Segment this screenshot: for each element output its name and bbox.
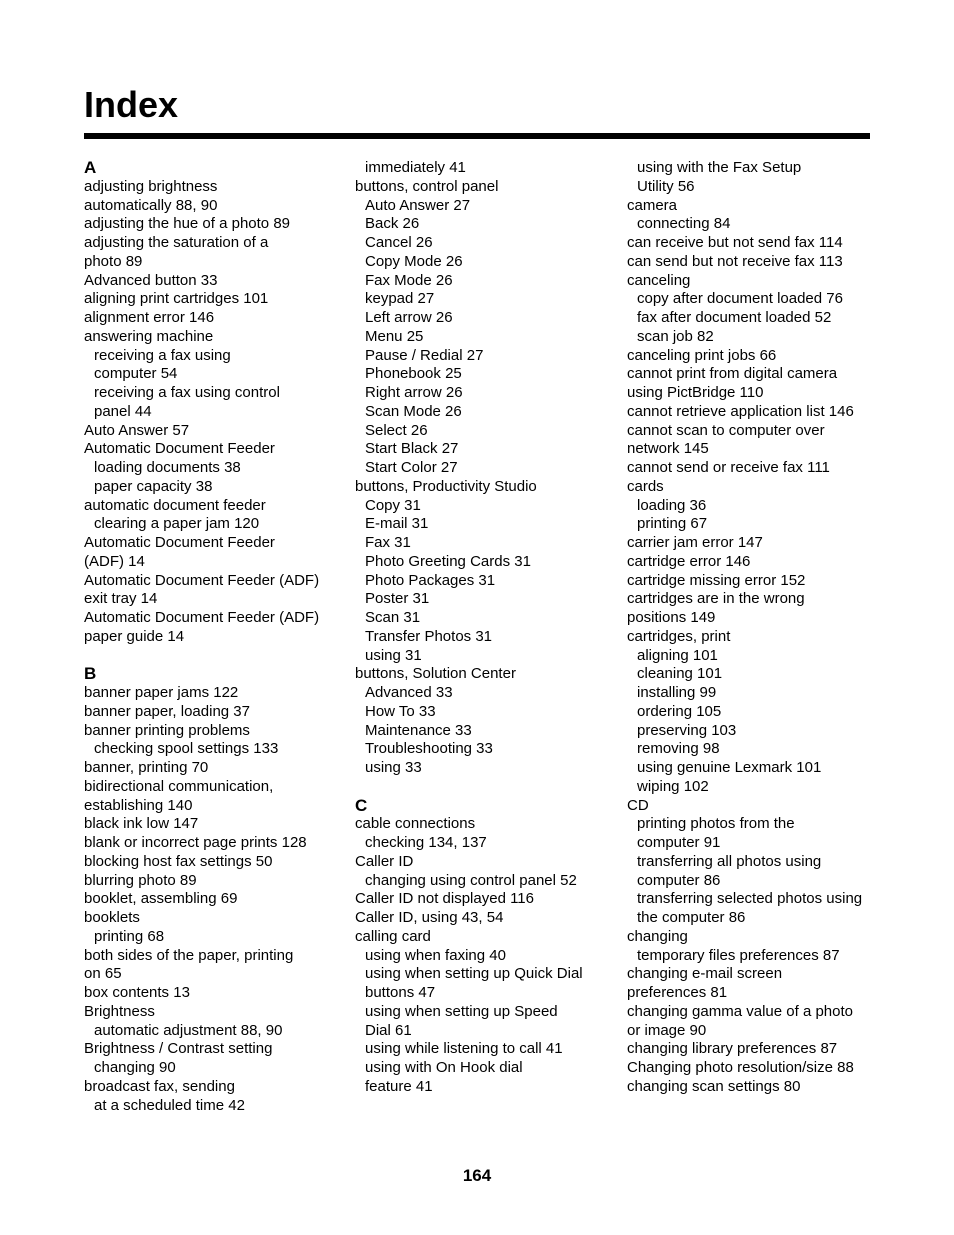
index-entry: on 65: [84, 965, 122, 983]
index-subentry: feature 41: [365, 1077, 433, 1095]
index-entry: cartridge error 146: [627, 552, 751, 570]
index-entry: broadcast fax, sending: [84, 1077, 235, 1095]
index-subentry: Scan 31: [365, 609, 421, 626]
index-subentry: immediately 41: [365, 159, 466, 176]
index-entry: cards: [627, 477, 664, 495]
section-gap: [84, 647, 346, 666]
index-subentry: clearing a paper jam 120: [94, 515, 260, 533]
page-title: Index: [84, 84, 179, 125]
index-entry: network 145: [627, 440, 709, 458]
index-subentry: the computer 86: [637, 909, 746, 926]
index-entry: blocking host fax settings 50: [84, 852, 273, 870]
index-entry: cannot retrieve application list 146: [627, 402, 854, 420]
index-entry: blank or incorrect page prints 128: [84, 834, 307, 851]
index-subentry: scan job 82: [637, 327, 714, 345]
index-entry: cable connections: [355, 815, 476, 833]
index-entry: changing gamma value of a photo: [627, 1002, 853, 1020]
index-subentry: changing using control panel 52: [365, 871, 577, 889]
index-entry: cannot send or receive fax 111: [627, 459, 830, 476]
index-entry: banner, printing 70: [84, 759, 209, 776]
index-subentry: Troubleshooting 33: [365, 740, 493, 758]
index-entry: cartridges, print: [627, 627, 731, 645]
index-subentry: Cancel 26: [365, 234, 433, 251]
index-entry: calling card: [355, 927, 431, 945]
index-entry: Automatic Document Feeder: [84, 440, 275, 458]
index-entry: Brightness: [84, 1002, 155, 1020]
index-subentry: transferring all photos using: [637, 852, 822, 870]
index-subentry: Phonebook 25: [365, 365, 462, 383]
index-subentry: loading documents 38: [94, 459, 241, 476]
index-entry: paper guide 14: [84, 627, 185, 645]
index-entry: buttons, Productivity Studio: [355, 477, 537, 495]
index-subentry: How To 33: [365, 702, 436, 720]
index-subentry: Start Color 27: [365, 459, 458, 476]
index-entry: camera: [627, 196, 678, 214]
index-entry: preferences 81: [627, 984, 728, 1001]
index-subentry: Right arrow 26: [365, 384, 463, 401]
index-entry: both sides of the paper, printing: [84, 946, 294, 964]
index-entry: carrier jam error 147: [627, 534, 763, 551]
index-subentry: Fax Mode 26: [365, 271, 453, 289]
index-entry: cannot print from digital camera: [627, 365, 838, 383]
index-entry: cartridge missing error 152: [627, 571, 806, 589]
index-subentry: printing 67: [637, 515, 708, 533]
index-subentry: Copy Mode 26: [365, 252, 463, 270]
index-subentry: Poster 31: [365, 590, 430, 608]
index-entry: alignment error 146: [84, 309, 215, 326]
index-entry: black ink low 147: [84, 815, 199, 833]
index-entry: positions 149: [627, 609, 716, 626]
index-subentry: changing 90: [94, 1059, 176, 1076]
index-entry: Automatic Document Feeder (ADF): [84, 609, 320, 626]
index-entry: using PictBridge 110: [627, 384, 764, 401]
index-entry: changing library preferences 87: [627, 1040, 838, 1058]
index-entry: Caller ID: [355, 852, 414, 870]
index-entry: automatically 88, 90: [84, 196, 218, 214]
index-column-3: [627, 159, 889, 1097]
index-subentry: at a scheduled time 42: [94, 1096, 245, 1114]
index-entry: adjusting the saturation of a: [84, 234, 269, 251]
index-subentry: Fax 31: [365, 534, 411, 551]
index-subentry: using with On Hook dial: [365, 1059, 523, 1076]
index-subentry: receiving a fax using control: [94, 384, 280, 401]
index-entry: changing e-mail screen: [627, 965, 783, 983]
index-subentry: using when faxing 40: [365, 946, 506, 964]
index-subentry: keypad 27: [365, 290, 435, 308]
index-entry: (ADF) 14: [84, 552, 145, 570]
index-entry: Caller ID, using 43, 54: [355, 909, 504, 926]
index-entry: CD: [627, 796, 649, 814]
index-subentry: installing 99: [637, 684, 717, 701]
index-subentry: loading 36: [637, 496, 707, 514]
index-entry: changing: [627, 927, 688, 945]
index-column-2: [355, 159, 617, 1097]
index-column-1: [84, 159, 346, 1115]
index-subentry: using 33: [365, 759, 422, 776]
index-entry: buttons, Solution Center: [355, 665, 516, 683]
index-subentry: Photo Packages 31: [365, 571, 496, 589]
index-subentry: automatic adjustment 88, 90: [94, 1021, 283, 1039]
index-subentry: Pause / Redial 27: [365, 346, 484, 364]
index-entry: banner printing problems: [84, 721, 250, 739]
index-entry: bidirectional communication,: [84, 777, 274, 795]
index-subentry: Menu 25: [365, 327, 424, 345]
index-subentry: panel 44: [94, 402, 152, 420]
index-entry: can receive but not send fax 114: [627, 234, 843, 251]
index-subentry: using while listening to call 41: [365, 1040, 563, 1058]
index-subentry: copy after document loaded 76: [637, 290, 843, 308]
index-subentry: temporary files preferences 87: [637, 946, 840, 964]
index-subentry: Copy 31: [365, 496, 421, 514]
index-subentry: E-mail 31: [365, 515, 429, 533]
index-subentry: Maintenance 33: [365, 721, 472, 739]
index-subentry: using when setting up Speed: [365, 1002, 558, 1020]
index-subentry: checking spool settings 133: [94, 740, 279, 758]
index-entry: Caller ID not displayed 116: [355, 890, 534, 908]
index-entry: answering machine: [84, 327, 214, 345]
index-subentry: wiping 102: [637, 777, 709, 795]
index-entry: buttons, control panel: [355, 177, 499, 195]
index-subentry: ordering 105: [637, 702, 722, 720]
index-entry: can send but not receive fax 113: [627, 252, 843, 270]
index-entry: canceling print jobs 66: [627, 346, 777, 364]
index-subentry: Start Black 27: [365, 440, 459, 458]
section-letter: C: [355, 795, 368, 815]
index-entry: cannot scan to computer over: [627, 421, 825, 439]
index-entry: cartridges are in the wrong: [627, 590, 805, 608]
index-entry: or image 90: [627, 1021, 707, 1039]
index-subentry: using genuine Lexmark 101: [637, 759, 822, 776]
index-subentry: Left arrow 26: [365, 309, 453, 326]
index-entry: photo 89: [84, 252, 143, 270]
index-subentry: aligning 101: [637, 646, 718, 664]
index-entry: blurring photo 89: [84, 871, 197, 889]
index-subentry: paper capacity 38: [94, 477, 213, 495]
index-subentry: printing 68: [94, 927, 165, 945]
index-entry: establishing 140: [84, 796, 193, 814]
index-subentry: Auto Answer 27: [365, 196, 471, 214]
index-entry: Automatic Document Feeder: [84, 534, 275, 551]
index-entry: automatic document feeder: [84, 496, 266, 514]
index-subentry: using with the Fax Setup: [637, 159, 802, 176]
section-letter: A: [84, 158, 97, 177]
index-entry: Brightness / Contrast setting: [84, 1040, 273, 1058]
index-subentry: receiving a fax using: [94, 346, 231, 364]
index-subentry: fax after document loaded 52: [637, 309, 832, 326]
index-subentry: Scan Mode 26: [365, 402, 462, 420]
index-entry: adjusting brightness: [84, 177, 218, 195]
index-entry: adjusting the hue of a photo 89: [84, 215, 291, 233]
index-entry: Changing photo resolution/size 88: [627, 1059, 854, 1076]
index-entry: canceling: [627, 271, 691, 289]
index-entry: changing scan settings 80: [627, 1077, 801, 1095]
index-subentry: preserving 103: [637, 721, 737, 739]
index-subentry: using 31: [365, 646, 422, 664]
index-entry: booklets: [84, 909, 140, 926]
index-subentry: Select 26: [365, 421, 428, 439]
index-subentry: using when setting up Quick Dial: [365, 965, 583, 983]
index-subentry: transferring selected photos using: [637, 890, 863, 908]
index-subentry: printing photos from the: [637, 815, 795, 833]
index-subentry: Advanced 33: [365, 684, 453, 701]
index-entry: aligning print cartridges 101: [84, 290, 269, 308]
index-entry: banner paper, loading 37: [84, 702, 250, 720]
index-subentry: Utility 56: [637, 177, 695, 195]
index-subentry: cleaning 101: [637, 665, 723, 683]
index-subentry: Back 26: [365, 215, 420, 233]
index-subentry: computer 54: [94, 365, 178, 383]
index-subentry: computer 91: [637, 834, 721, 851]
index-entry: Auto Answer 57: [84, 421, 190, 439]
index-entry: Advanced button 33: [84, 271, 218, 289]
index-entry: box contents 13: [84, 984, 190, 1001]
index-entry: exit tray 14: [84, 590, 158, 608]
index-entry: banner paper jams 122: [84, 684, 239, 701]
index-subentry: buttons 47: [365, 984, 436, 1001]
index-subentry: Transfer Photos 31: [365, 627, 493, 645]
page-number: 164: [462, 1166, 492, 1185]
index-entry: booklet, assembling 69: [84, 890, 238, 908]
index-subentry: connecting 84: [637, 215, 731, 233]
index-subentry: checking 134, 137: [365, 834, 487, 851]
index-subentry: removing 98: [637, 740, 720, 758]
index-subentry: Dial 61: [365, 1021, 412, 1039]
index-subentry: computer 86: [637, 871, 721, 889]
index-subentry: Photo Greeting Cards 31: [365, 552, 531, 570]
title-rule: [84, 133, 870, 139]
section-letter: B: [84, 664, 97, 684]
index-entry: Automatic Document Feeder (ADF): [84, 571, 320, 589]
section-gap: [355, 778, 617, 797]
